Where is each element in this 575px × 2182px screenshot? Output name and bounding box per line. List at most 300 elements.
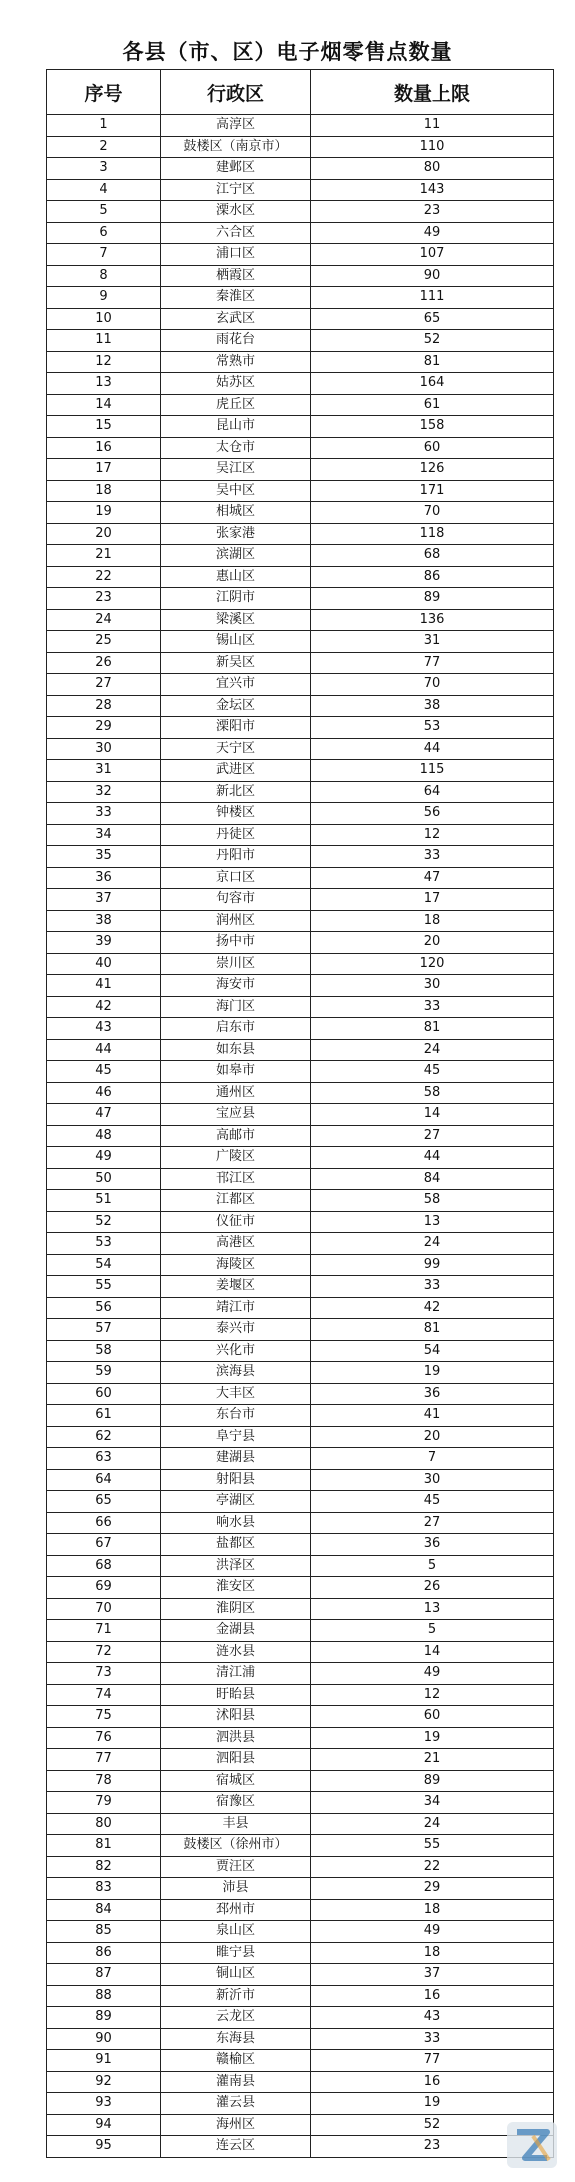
row-district: 海安市	[161, 975, 311, 997]
table-row	[47, 674, 554, 696]
row-limit: 45	[311, 1491, 554, 1513]
row-index: 40	[47, 953, 161, 975]
row-index: 75	[47, 1706, 161, 1728]
row-limit: 52	[311, 2114, 554, 2136]
row-index: 44	[47, 1039, 161, 1061]
row-index: 52	[47, 1211, 161, 1233]
row-district: 广陵区	[161, 1147, 311, 1169]
row-index: 33	[47, 803, 161, 825]
row-district: 如东县	[161, 1039, 311, 1061]
row-limit: 77	[311, 652, 554, 674]
row-limit: 49	[311, 1663, 554, 1685]
table-row	[47, 416, 554, 438]
table-row	[47, 1362, 554, 1384]
watermark-logo	[503, 2116, 561, 2174]
table-row	[47, 1426, 554, 1448]
row-limit: 33	[311, 996, 554, 1018]
table-row	[47, 1899, 554, 1921]
row-district: 滨海县	[161, 1362, 311, 1384]
table-row	[47, 1813, 554, 1835]
row-district: 大丰区	[161, 1383, 311, 1405]
row-index: 19	[47, 502, 161, 524]
row-index: 67	[47, 1534, 161, 1556]
table-row	[47, 1598, 554, 1620]
row-index: 12	[47, 351, 161, 373]
row-index: 79	[47, 1792, 161, 1814]
row-district: 海州区	[161, 2114, 311, 2136]
row-district: 沭阳县	[161, 1706, 311, 1728]
row-district: 高港区	[161, 1233, 311, 1255]
row-limit: 70	[311, 502, 554, 524]
table-row	[47, 1620, 554, 1642]
row-index: 37	[47, 889, 161, 911]
row-index: 88	[47, 1985, 161, 2007]
table-row	[47, 1985, 554, 2007]
row-limit: 56	[311, 803, 554, 825]
row-limit: 18	[311, 1942, 554, 1964]
row-limit: 118	[311, 523, 554, 545]
row-district: 吴江区	[161, 459, 311, 481]
row-district: 姜堰区	[161, 1276, 311, 1298]
row-index: 22	[47, 566, 161, 588]
row-district: 锡山区	[161, 631, 311, 653]
row-index: 49	[47, 1147, 161, 1169]
row-limit: 23	[311, 201, 554, 223]
row-district: 宿豫区	[161, 1792, 311, 1814]
table-row	[47, 824, 554, 846]
row-district: 启东市	[161, 1018, 311, 1040]
row-limit: 42	[311, 1297, 554, 1319]
row-index: 66	[47, 1512, 161, 1534]
row-index: 13	[47, 373, 161, 395]
row-district: 金坛区	[161, 695, 311, 717]
row-index: 64	[47, 1469, 161, 1491]
table-row	[47, 1942, 554, 1964]
row-limit: 80	[311, 158, 554, 180]
row-index: 84	[47, 1899, 161, 1921]
table-row	[47, 480, 554, 502]
row-limit: 27	[311, 1512, 554, 1534]
row-index: 25	[47, 631, 161, 653]
row-limit: 36	[311, 1383, 554, 1405]
row-district: 武进区	[161, 760, 311, 782]
row-index: 95	[47, 2136, 161, 2158]
row-district: 铜山区	[161, 1964, 311, 1986]
row-limit: 136	[311, 609, 554, 631]
row-index: 85	[47, 1921, 161, 1943]
row-district: 浦口区	[161, 244, 311, 266]
row-index: 4	[47, 179, 161, 201]
row-index: 92	[47, 2071, 161, 2093]
table-row	[47, 1082, 554, 1104]
table-row	[47, 222, 554, 244]
row-limit: 30	[311, 975, 554, 997]
row-limit: 41	[311, 1405, 554, 1427]
row-index: 89	[47, 2007, 161, 2029]
table-row	[47, 609, 554, 631]
row-limit: 20	[311, 1426, 554, 1448]
table-row	[47, 201, 554, 223]
row-district: 六合区	[161, 222, 311, 244]
table-row	[47, 1276, 554, 1298]
row-index: 32	[47, 781, 161, 803]
row-limit: 52	[311, 330, 554, 352]
table-row	[47, 1684, 554, 1706]
row-index: 91	[47, 2050, 161, 2072]
row-limit: 18	[311, 1899, 554, 1921]
table-row	[47, 932, 554, 954]
table-row	[47, 2136, 554, 2158]
row-district: 邗江区	[161, 1168, 311, 1190]
row-index: 38	[47, 910, 161, 932]
row-limit: 38	[311, 695, 554, 717]
row-index: 76	[47, 1727, 161, 1749]
row-district: 相城区	[161, 502, 311, 524]
row-index: 8	[47, 265, 161, 287]
table-row	[47, 2050, 554, 2072]
table-row	[47, 738, 554, 760]
row-district: 昆山市	[161, 416, 311, 438]
row-limit: 126	[311, 459, 554, 481]
row-index: 53	[47, 1233, 161, 1255]
row-index: 55	[47, 1276, 161, 1298]
row-index: 87	[47, 1964, 161, 1986]
row-district: 润州区	[161, 910, 311, 932]
row-index: 1	[47, 115, 161, 137]
header-index: 序号	[47, 70, 161, 115]
row-district: 云龙区	[161, 2007, 311, 2029]
row-district: 盱眙县	[161, 1684, 311, 1706]
row-district: 泗洪县	[161, 1727, 311, 1749]
row-limit: 158	[311, 416, 554, 438]
row-district: 扬中市	[161, 932, 311, 954]
table-row	[47, 2071, 554, 2093]
table-row	[47, 1964, 554, 1986]
row-index: 17	[47, 459, 161, 481]
row-index: 68	[47, 1555, 161, 1577]
row-index: 3	[47, 158, 161, 180]
row-district: 鼓楼区（南京市）	[161, 136, 311, 158]
row-index: 21	[47, 545, 161, 567]
row-district: 姑苏区	[161, 373, 311, 395]
row-limit: 61	[311, 394, 554, 416]
row-index: 36	[47, 867, 161, 889]
row-district: 丹阳市	[161, 846, 311, 868]
row-district: 淮阴区	[161, 1598, 311, 1620]
row-limit: 53	[311, 717, 554, 739]
row-limit: 24	[311, 1233, 554, 1255]
row-district: 建湖县	[161, 1448, 311, 1470]
row-index: 71	[47, 1620, 161, 1642]
table-row	[47, 1168, 554, 1190]
row-index: 74	[47, 1684, 161, 1706]
table-row	[47, 136, 554, 158]
row-index: 94	[47, 2114, 161, 2136]
row-district: 灌南县	[161, 2071, 311, 2093]
row-index: 30	[47, 738, 161, 760]
table-row	[47, 1577, 554, 1599]
row-index: 65	[47, 1491, 161, 1513]
table-row	[47, 910, 554, 932]
table-row	[47, 1835, 554, 1857]
table-row	[47, 115, 554, 137]
table-row	[47, 1039, 554, 1061]
row-limit: 34	[311, 1792, 554, 1814]
table-row	[47, 588, 554, 610]
table-row	[47, 2007, 554, 2029]
table-body	[47, 115, 554, 2158]
row-index: 72	[47, 1641, 161, 1663]
row-district: 溧水区	[161, 201, 311, 223]
row-district: 如皋市	[161, 1061, 311, 1083]
row-district: 鼓楼区（徐州市）	[161, 1835, 311, 1857]
row-district: 惠山区	[161, 566, 311, 588]
row-district: 高淳区	[161, 115, 311, 137]
row-index: 48	[47, 1125, 161, 1147]
row-index: 78	[47, 1770, 161, 1792]
row-district: 京口区	[161, 867, 311, 889]
table-row	[47, 717, 554, 739]
row-limit: 19	[311, 1362, 554, 1384]
row-limit: 110	[311, 136, 554, 158]
table-row	[47, 1641, 554, 1663]
row-index: 6	[47, 222, 161, 244]
table-row	[47, 846, 554, 868]
row-district: 靖江市	[161, 1297, 311, 1319]
row-district: 海陵区	[161, 1254, 311, 1276]
row-limit: 70	[311, 674, 554, 696]
row-index: 27	[47, 674, 161, 696]
table-row	[47, 351, 554, 373]
table-row	[47, 1104, 554, 1126]
row-district: 金湖县	[161, 1620, 311, 1642]
row-district: 梁溪区	[161, 609, 311, 631]
row-index: 82	[47, 1856, 161, 1878]
row-district: 新吴区	[161, 652, 311, 674]
row-district: 灌云县	[161, 2093, 311, 2115]
row-district: 东海县	[161, 2028, 311, 2050]
table-row	[47, 459, 554, 481]
row-limit: 27	[311, 1125, 554, 1147]
row-limit: 29	[311, 1878, 554, 1900]
row-district: 泗阳县	[161, 1749, 311, 1771]
row-index: 35	[47, 846, 161, 868]
row-district: 雨花台	[161, 330, 311, 352]
header-district: 行政区	[161, 70, 311, 115]
table-row	[47, 695, 554, 717]
row-district: 亭湖区	[161, 1491, 311, 1513]
row-index: 11	[47, 330, 161, 352]
table-row	[47, 566, 554, 588]
row-index: 7	[47, 244, 161, 266]
header-limit: 数量上限	[311, 70, 554, 115]
row-district: 泉山区	[161, 1921, 311, 1943]
row-district: 涟水县	[161, 1641, 311, 1663]
table-row	[47, 1921, 554, 1943]
row-limit: 7	[311, 1448, 554, 1470]
row-district: 兴化市	[161, 1340, 311, 1362]
table-row	[47, 1749, 554, 1771]
row-district: 太仓市	[161, 437, 311, 459]
row-index: 86	[47, 1942, 161, 1964]
row-district: 泰兴市	[161, 1319, 311, 1341]
table-row	[47, 265, 554, 287]
table-row	[47, 1190, 554, 1212]
row-district: 贾汪区	[161, 1856, 311, 1878]
row-district: 清江浦	[161, 1663, 311, 1685]
row-limit: 45	[311, 1061, 554, 1083]
table-row	[47, 1405, 554, 1427]
row-district: 玄武区	[161, 308, 311, 330]
row-index: 14	[47, 394, 161, 416]
row-limit: 171	[311, 480, 554, 502]
row-district: 钟楼区	[161, 803, 311, 825]
row-limit: 54	[311, 1340, 554, 1362]
table-row	[47, 2028, 554, 2050]
row-index: 54	[47, 1254, 161, 1276]
row-district: 新北区	[161, 781, 311, 803]
row-limit: 60	[311, 1706, 554, 1728]
row-limit: 89	[311, 588, 554, 610]
row-index: 41	[47, 975, 161, 997]
table-row	[47, 1663, 554, 1685]
table-row	[47, 652, 554, 674]
row-index: 26	[47, 652, 161, 674]
row-limit: 24	[311, 1039, 554, 1061]
table-row	[47, 330, 554, 352]
row-district: 江都区	[161, 1190, 311, 1212]
table-header-row	[47, 70, 554, 115]
row-district: 洪泽区	[161, 1555, 311, 1577]
row-limit: 86	[311, 566, 554, 588]
row-index: 59	[47, 1362, 161, 1384]
table-row	[47, 953, 554, 975]
row-limit: 89	[311, 1770, 554, 1792]
row-index: 51	[47, 1190, 161, 1212]
row-index: 10	[47, 308, 161, 330]
row-limit: 19	[311, 1727, 554, 1749]
table-row	[47, 373, 554, 395]
row-limit: 111	[311, 287, 554, 309]
row-index: 63	[47, 1448, 161, 1470]
row-index: 2	[47, 136, 161, 158]
row-district: 连云区	[161, 2136, 311, 2158]
table-row	[47, 158, 554, 180]
table-row	[47, 502, 554, 524]
row-index: 5	[47, 201, 161, 223]
row-limit: 120	[311, 953, 554, 975]
row-limit: 81	[311, 1319, 554, 1341]
row-index: 57	[47, 1319, 161, 1341]
row-index: 34	[47, 824, 161, 846]
row-district: 建邺区	[161, 158, 311, 180]
row-index: 93	[47, 2093, 161, 2115]
row-district: 丰县	[161, 1813, 311, 1835]
row-limit: 84	[311, 1168, 554, 1190]
row-district: 句容市	[161, 889, 311, 911]
row-index: 90	[47, 2028, 161, 2050]
table-row	[47, 287, 554, 309]
row-limit: 81	[311, 351, 554, 373]
table-row	[47, 1469, 554, 1491]
table-row	[47, 244, 554, 266]
row-index: 31	[47, 760, 161, 782]
row-limit: 21	[311, 1749, 554, 1771]
row-limit: 12	[311, 1684, 554, 1706]
row-limit: 81	[311, 1018, 554, 1040]
row-limit: 164	[311, 373, 554, 395]
row-index: 42	[47, 996, 161, 1018]
row-district: 仪征市	[161, 1211, 311, 1233]
table-row	[47, 1297, 554, 1319]
row-index: 46	[47, 1082, 161, 1104]
row-district: 常熟市	[161, 351, 311, 373]
row-district: 睢宁县	[161, 1942, 311, 1964]
row-limit: 23	[311, 2136, 554, 2158]
table-row	[47, 1512, 554, 1534]
row-limit: 30	[311, 1469, 554, 1491]
row-limit: 64	[311, 781, 554, 803]
row-limit: 33	[311, 1276, 554, 1298]
row-limit: 58	[311, 1190, 554, 1212]
table-row	[47, 996, 554, 1018]
table-row	[47, 1878, 554, 1900]
row-limit: 24	[311, 1813, 554, 1835]
table-row	[47, 2093, 554, 2115]
row-limit: 37	[311, 1964, 554, 1986]
table-row	[47, 975, 554, 997]
row-limit: 17	[311, 889, 554, 911]
table-row	[47, 1555, 554, 1577]
row-limit: 5	[311, 1620, 554, 1642]
row-limit: 33	[311, 2028, 554, 2050]
row-index: 43	[47, 1018, 161, 1040]
row-index: 50	[47, 1168, 161, 1190]
row-district: 张家港	[161, 523, 311, 545]
table-row	[47, 437, 554, 459]
row-index: 15	[47, 416, 161, 438]
row-district: 栖霞区	[161, 265, 311, 287]
row-district: 溧阳市	[161, 717, 311, 739]
row-district: 射阳县	[161, 1469, 311, 1491]
table-row	[47, 1491, 554, 1513]
row-index: 28	[47, 695, 161, 717]
row-limit: 44	[311, 1147, 554, 1169]
row-limit: 36	[311, 1534, 554, 1556]
row-limit: 77	[311, 2050, 554, 2072]
row-district: 高邮市	[161, 1125, 311, 1147]
row-index: 60	[47, 1383, 161, 1405]
row-index: 47	[47, 1104, 161, 1126]
row-limit: 44	[311, 738, 554, 760]
table-row	[47, 308, 554, 330]
row-district: 沛县	[161, 1878, 311, 1900]
row-district: 吴中区	[161, 480, 311, 502]
row-limit: 58	[311, 1082, 554, 1104]
table-row	[47, 1254, 554, 1276]
table-row	[47, 394, 554, 416]
row-limit: 90	[311, 265, 554, 287]
row-limit: 14	[311, 1104, 554, 1126]
table-row	[47, 889, 554, 911]
table-row	[47, 1061, 554, 1083]
row-index: 56	[47, 1297, 161, 1319]
page-title: 各县（市、区）电子烟零售点数量	[122, 40, 453, 64]
table-row	[47, 1448, 554, 1470]
row-district: 宿城区	[161, 1770, 311, 1792]
row-index: 83	[47, 1878, 161, 1900]
row-limit: 22	[311, 1856, 554, 1878]
